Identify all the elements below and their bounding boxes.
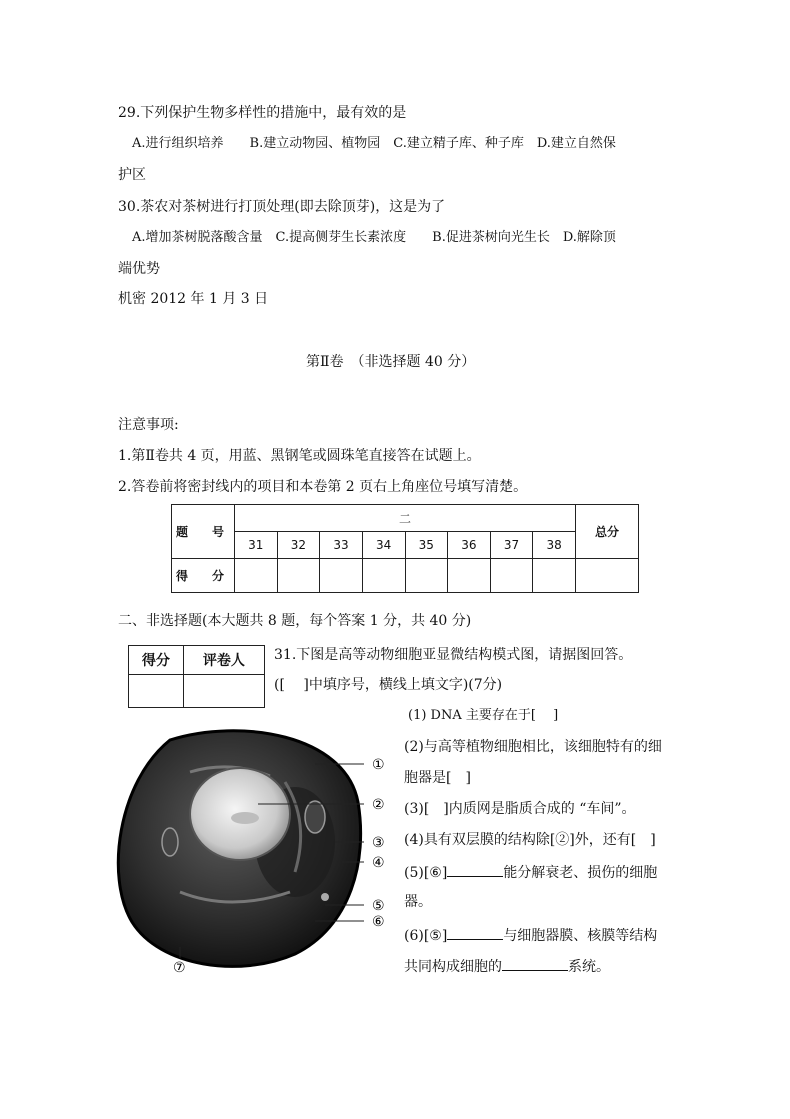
score-table-section-number: 二 bbox=[235, 505, 576, 532]
grader-name-label: 评卷人 bbox=[183, 646, 264, 675]
figure-label-6: ⑥ bbox=[372, 914, 385, 930]
score-cell[interactable] bbox=[490, 559, 533, 593]
score-table-qnum: 31 bbox=[235, 532, 278, 559]
score-table bbox=[171, 504, 639, 593]
q29-options: A.进行组织培养 B.建立动物园、植物园 C.建立精子库、种子库 D.建立自然保 bbox=[132, 136, 616, 151]
score-table-qnum: 37 bbox=[490, 532, 533, 559]
notes-item-1: 1.第Ⅱ卷共 4 页，用蓝、黑钢笔或圆珠笔直接答在试题上。 bbox=[118, 448, 481, 464]
mitochondrion-shape bbox=[305, 801, 325, 833]
centriole-dot bbox=[321, 893, 329, 901]
part2-heading: 二、非选择题(本大题共 8 题，每个答案 1 分，共 40 分) bbox=[118, 613, 472, 629]
q31-sub1: (1) DNA 主要存在于[ ] bbox=[408, 708, 559, 723]
answer-blank[interactable] bbox=[502, 956, 568, 971]
q31-sub4: (4)具有双层膜的结构除[②]外，还有[ ] bbox=[404, 832, 656, 848]
animal-cell-diagram bbox=[110, 722, 390, 974]
q31-instruction: ([ ]中填序号，横线上填文字)(7分) bbox=[274, 677, 503, 693]
q31-sub5-cont: 器。 bbox=[404, 894, 432, 910]
score-table-qnum: 33 bbox=[320, 532, 363, 559]
score-table-qnum: 32 bbox=[277, 532, 320, 559]
mitochondrion-shape bbox=[162, 828, 178, 856]
q31-sub6-prefix: (6)[⑤] bbox=[404, 928, 448, 944]
q31-sub2a: (2)与高等植物细胞相比，该细胞特有的细 bbox=[404, 739, 662, 755]
score-table-qnum: 34 bbox=[362, 532, 405, 559]
q30-options-cont: 端优势 bbox=[118, 261, 160, 277]
score-table-qnum: 35 bbox=[405, 532, 448, 559]
figure-label-4: ④ bbox=[372, 855, 385, 871]
score-cell[interactable] bbox=[277, 559, 320, 593]
figure-label-3: ③ bbox=[372, 835, 385, 851]
score-cell[interactable] bbox=[533, 559, 576, 593]
figure-label-1: ① bbox=[372, 757, 385, 773]
score-table-score-label: 得 分 bbox=[172, 559, 235, 593]
q31-sub6b-suffix: 系统。 bbox=[568, 959, 610, 975]
notes-item-2: 2.答卷前将密封线内的项目和本卷第 2 页右上角座位号填写清楚。 bbox=[118, 479, 528, 495]
nucleolus bbox=[231, 812, 259, 824]
score-cell[interactable] bbox=[320, 559, 363, 593]
notes-heading: 注意事项: bbox=[118, 417, 179, 433]
figure-label-5: ⑤ bbox=[372, 898, 385, 914]
q31-sub6b-prefix: 共同构成细胞的 bbox=[404, 959, 502, 975]
score-cell[interactable] bbox=[235, 559, 278, 593]
grader-score-cell[interactable] bbox=[129, 675, 184, 708]
score-table-question-label: 题 号 bbox=[172, 505, 235, 559]
q31-sub2b: 胞器是[ ] bbox=[404, 770, 471, 786]
q29-stem: 29.下列保护生物多样性的措施中，最有效的是 bbox=[118, 105, 407, 121]
figure-label-7: ⑦ bbox=[173, 960, 186, 974]
grader-name-cell[interactable] bbox=[183, 675, 264, 708]
answer-blank[interactable] bbox=[447, 925, 503, 940]
q31-sub6-suffix: 与细胞器膜、核膜等结构 bbox=[503, 928, 658, 944]
q31-sub6b bbox=[404, 956, 610, 976]
secret-date-line: 机密 2012 年 1 月 3 日 bbox=[118, 291, 269, 307]
q31-sub6 bbox=[404, 925, 657, 945]
q30-stem: 30.茶农对茶树进行打顶处理(即去除顶芽)，这是为了 bbox=[118, 199, 446, 215]
q29-options-cont: 护区 bbox=[118, 167, 146, 183]
score-table-qnum: 36 bbox=[448, 532, 491, 559]
score-cell[interactable] bbox=[448, 559, 491, 593]
score-total-cell[interactable] bbox=[576, 559, 639, 593]
figure-label-2: ② bbox=[372, 797, 385, 813]
score-table-qnum: 38 bbox=[533, 532, 576, 559]
answer-blank[interactable] bbox=[447, 862, 503, 877]
q31-sub5 bbox=[404, 862, 657, 882]
q31-sub5-prefix: (5)[⑥] bbox=[404, 865, 448, 881]
grader-score-label: 得分 bbox=[129, 646, 184, 675]
section-title: 第Ⅱ卷 （非选择题 40 分） bbox=[306, 354, 476, 370]
q30-options: A.增加茶树脱落酸含量 C.提高侧芽生长素浓度 B.促进茶树向光生长 D.解除顶 bbox=[132, 230, 616, 245]
grader-table bbox=[128, 645, 265, 708]
q31-stem: 31.下图是高等动物细胞亚显微结构模式图，请据图回答。 bbox=[274, 647, 633, 663]
q31-sub3: (3)[ ]内质网是脂质合成的 “车间”。 bbox=[404, 801, 636, 817]
score-cell[interactable] bbox=[405, 559, 448, 593]
score-table-total-label: 总分 bbox=[576, 505, 639, 559]
q31-sub5-suffix: 能分解衰老、损伤的细胞 bbox=[503, 865, 658, 881]
score-cell[interactable] bbox=[362, 559, 405, 593]
